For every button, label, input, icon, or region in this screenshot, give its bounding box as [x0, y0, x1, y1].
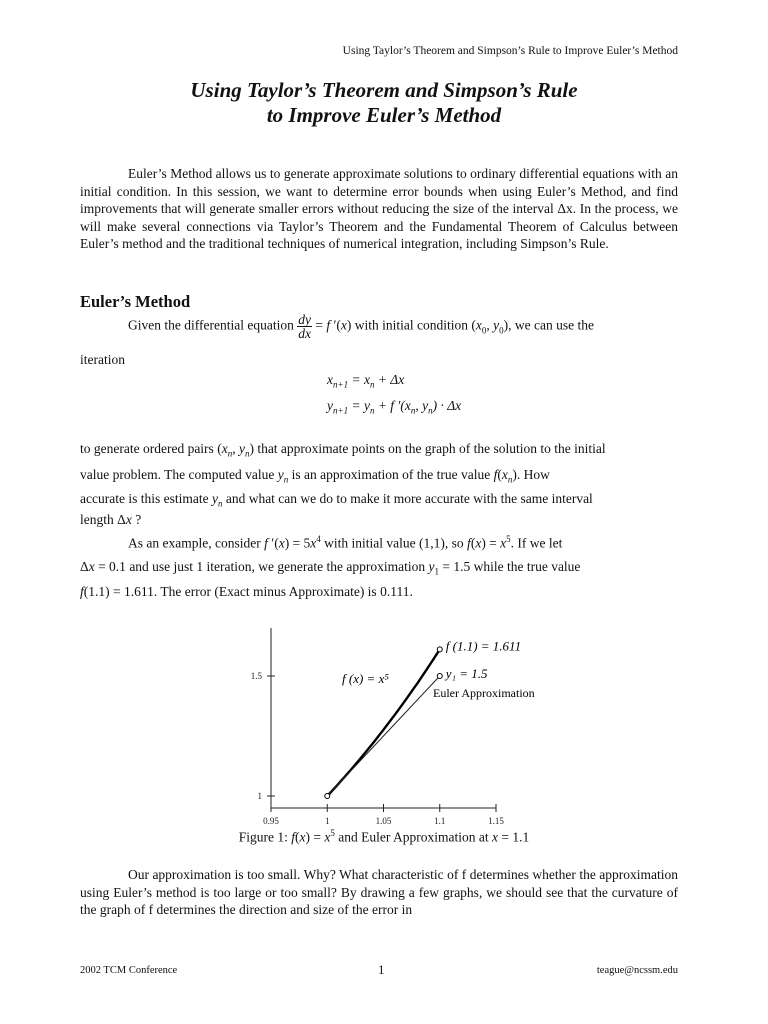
title-line-2: to Improve Euler’s Method: [266, 103, 502, 127]
p3-line-2: Δx = 0.1 and use just 1 iteration, we generate the approximation $y_1 = 1.5$ while the true value: [80, 559, 581, 577]
iteration-y: $y_{n+1} = y_n + f$ $'(x_n$, $y_n) \cdot \Delta x$: [327, 398, 462, 416]
x-tick-label: 1.05: [375, 816, 392, 826]
x-tick-label: 0.95: [263, 816, 279, 826]
x-tick-label: 1.15: [488, 816, 504, 826]
running-head: Using Taylor’s Theorem and Simpson’s Rule to Improve Euler’s Method: [342, 45, 678, 57]
y-tick-label: 1.5: [250, 671, 262, 681]
exact-value-label: f (1.1) = 1.611: [445, 638, 522, 654]
iteration-word: iteration: [80, 352, 125, 367]
p2-line-1: to generate ordered pairs ($x_n$, $y_n$) that approximate points on the graph of the solution to the initial: [80, 441, 606, 459]
page-number: 1: [378, 962, 385, 977]
start-point-marker: [325, 794, 330, 799]
euler-value-label: y₁ = 1.5: [445, 666, 488, 681]
section-heading: Euler’s Method: [80, 292, 191, 311]
iteration-x: $x_{n+1} = x_n + \Delta x$: [327, 372, 405, 390]
intro-paragraph: Euler’s Method allows us to generate approximate solutions to ordinary differential equations with an initial condition. In this session, we want to determine error bounds when using Euler’s Method, and find improvements that will generate smaller errors without reducing the size of the interval Δx. In the process, we will make several connections via Taylor’s Theorem and the Fundamental Theorem of Calculus between Euler’s method and the traditional techniques of numerical integration, including Simpson’s Rule.: [80, 166, 678, 251]
figure-caption: Figure 1: $f(x) = x^5$ and Euler Approximation at x = 1.1: [238, 828, 530, 845]
chart-series: [325, 647, 443, 799]
page-title: [0, 78, 768, 128]
de-sentence: Given the differential equation $\frac{dy}{dx}$ = f ′(x) with initial condition ($x_0$, $y_0$), we can use the: [128, 312, 595, 341]
p2-line-3: accurate is this estimate $y_n$ and what can we do to make it more accurate with the same interval: [80, 491, 593, 509]
footer-left: 2002 TCM Conference: [80, 965, 178, 976]
title-line-1: Using Taylor’s Theorem and Simpson’s Rule: [190, 78, 578, 102]
y-tick-label: 1: [257, 791, 262, 801]
euler-approx-line: [327, 676, 440, 796]
figure-1-chart: [0, 620, 768, 826]
p3-line-1: As an example, consider f $'(x) = 5x^4$ with initial value (1,1), so $f(x) = x^5$. If we let: [128, 534, 563, 551]
x-tick-label: 1: [325, 816, 330, 826]
euler-approximation-label: Euler Approximation: [433, 686, 535, 700]
euler-point-marker: [437, 674, 442, 679]
chart-axes: [271, 628, 496, 808]
exact-point-marker: [437, 647, 442, 652]
dy-dx-fraction: $\frac{dy}{dx}$: [298, 312, 311, 341]
function-label: f (x) = x⁵: [342, 671, 389, 686]
p2-line-2: value problem. The computed value $y_n$ is an approximation of the true value $f(x_n)$. How: [80, 467, 550, 485]
p3-line-3: f(1.1) = 1.611. The error (Exact minus Approximate) is 0.111.: [80, 584, 413, 599]
footer-right: teague@ncssm.edu: [596, 965, 678, 976]
p2-line-4: length Δx ?: [80, 512, 142, 527]
closing-paragraph: Our approximation is too small. Why? What characteristic of f determines whether the approximation using Euler’s method is too large or too small? By drawing a few graphs, we should see that the curvature of the graph of f determines the direction and size of the error in: [80, 867, 678, 917]
x-tick-label: 1.1: [434, 816, 446, 826]
